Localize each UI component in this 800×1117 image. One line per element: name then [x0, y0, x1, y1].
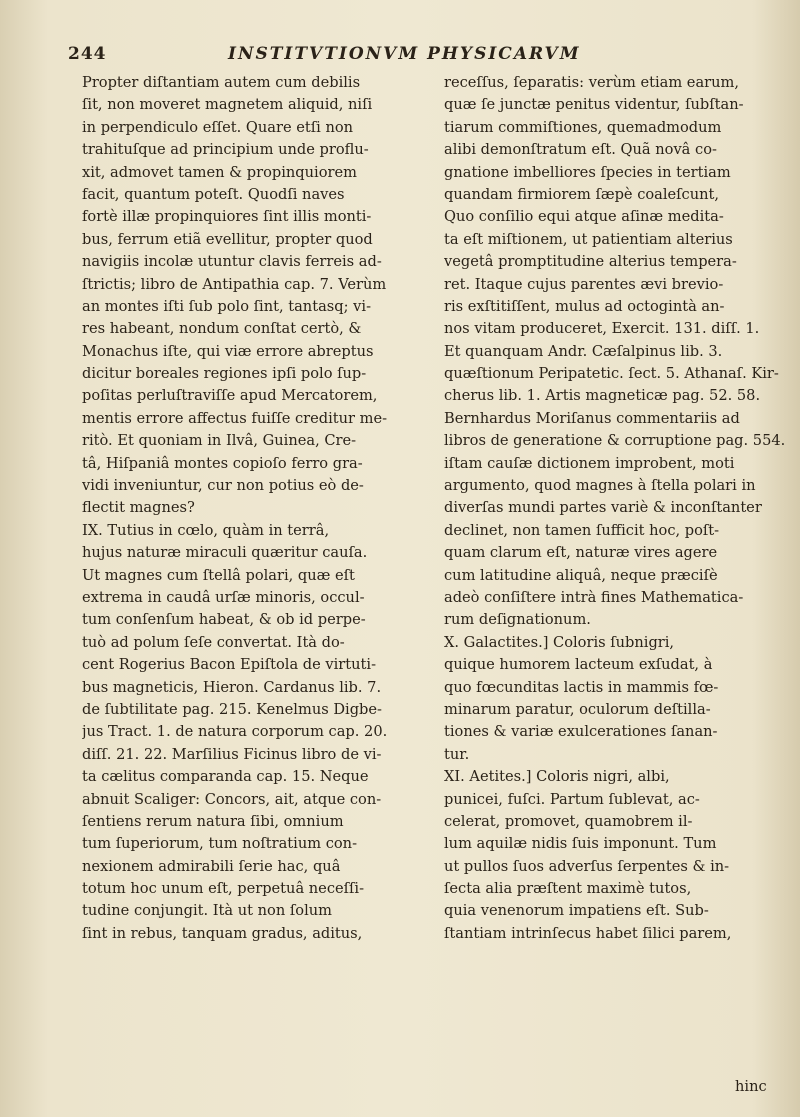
- text-line: tuò ad polum ſeſe convertat. Ità do-: [82, 633, 345, 651]
- text-line: flectit magnes?: [82, 499, 195, 517]
- text-line: gnatione imbelliores ſpecies in tertiam: [444, 163, 731, 181]
- text-line: jus Tract. 1. de natura corporum cap. 20.: [82, 723, 388, 741]
- text-line: mentis errore affectus fuiſſe creditur me-: [82, 409, 388, 427]
- text-line: quæ ſe junctæ penitus videntur, ſubſtan-: [444, 96, 744, 114]
- running-title: INSTITVTIONVM PHYSICARVM: [228, 44, 581, 64]
- text-line: tudine conjungit. Ità ut non ſolum: [82, 902, 332, 920]
- text-line: an montes iſti ſub polo ſint, tantasq; vi-: [82, 297, 372, 315]
- text-line: receſſus, ſeparatis: verùm etiam earum,: [444, 74, 739, 91]
- text-line: ſentiens rerum natura ſibi, omnium: [82, 812, 344, 830]
- text-line: X. Galactites.] Coloris ſubnigri,: [444, 633, 675, 651]
- text-line: facit, quantum poteſt. Quodſi naves: [82, 185, 345, 203]
- text-line: cent Rogerius Bacon Epiſtola de virtuti-: [82, 656, 377, 674]
- text-line: ritò. Et quoniam in Ilvâ, Guinea, Cre-: [82, 432, 357, 450]
- text-line: ta cælitus comparanda cap. 15. Neque: [82, 768, 369, 786]
- text-line: punicei, fuſci. Partum ſublevat, ac-: [444, 790, 700, 808]
- catchword: hinc: [735, 1078, 767, 1095]
- text-line: quique humorem lacteum exſudat, à: [444, 656, 713, 674]
- text-line: in perpendiculo eſſet. Quare etſi non: [82, 118, 354, 136]
- text-line: ris exſtitiſſent, mulus ad octogintà an-: [444, 297, 725, 315]
- text-line: ſit, non moveret magnetem aliquid, niſi: [82, 96, 373, 114]
- text-line: de ſubtilitate pag. 215. Kenelmus Digbe-: [82, 700, 382, 718]
- text-line: tiarum commiſtiones, quemadmodum: [444, 118, 722, 136]
- text-line: ſint in rebus, tanquam gradus, aditus,: [82, 924, 363, 942]
- text-line: iſtam cauſæ dictionem improbent, moti: [444, 454, 735, 472]
- text-line: Propter diſtantiam autem cum debilis: [82, 74, 361, 91]
- text-line: diverſas mundi partes variè & inconſtanter: [444, 499, 762, 517]
- text-line: tiones & variæ exulcerationes ſanan-: [444, 723, 718, 741]
- text-line: dicitur boreales regiones ipſi polo ſup-: [82, 365, 367, 383]
- text-line: ſtrictis; libro de Antipathia cap. 7. Verùm: [82, 275, 387, 293]
- left-text-column: [82, 72, 438, 945]
- text-line: res habeant, nondum conſtat certò, &: [82, 320, 362, 338]
- text-line: bus, ferrum etiã evellitur, propter quod: [82, 230, 373, 248]
- text-line: xit, admovet tamen & propinquiorem: [82, 163, 357, 181]
- text-line: alibi demonſtratum eſt. Quã novâ co-: [444, 141, 717, 159]
- text-line: XI. Aetites.] Coloris nigri, albi,: [444, 768, 670, 786]
- text-line: fortè illæ propinquiores ſint illis monti-: [82, 208, 372, 226]
- text-line: minarum paratur, oculorum deſtilla-: [444, 700, 711, 718]
- text-line: ta eſt miſtionem, ut patientiam alterius: [444, 230, 733, 248]
- text-line: quandam firmiorem ſæpè coaleſcunt,: [444, 185, 720, 203]
- text-line: ſecta alia præſtent maximè tutos,: [444, 880, 692, 898]
- text-line: vegetâ promptitudine alterius tempera-: [444, 253, 737, 271]
- text-line: Quo conſilio equi atque aſinæ medita-: [444, 208, 724, 226]
- text-line: tâ, Hiſpaniâ montes copioſo ferro gra-: [82, 454, 363, 472]
- text-line: cherus lib. 1. Artis magneticæ pag. 52. 58.: [444, 387, 761, 405]
- text-line: ut pullos ſuos adverſus ſerpentes & in-: [444, 857, 730, 875]
- text-line: diſſ. 21. 22. Marſilius Ficinus libro de vi-: [82, 745, 382, 763]
- page-header: [60, 44, 760, 70]
- text-line: libros de generatione & corruptione pag. 554.: [444, 432, 786, 450]
- text-line: Monachus iſte, qui viæ errore abreptus: [82, 342, 374, 360]
- text-line: Ut magnes cum ſtellâ polari, quæ eſt: [82, 566, 355, 584]
- text-line: celerat, promovet, quamobrem il-: [444, 812, 693, 830]
- text-line: trahituſque ad principium unde proflu-: [82, 141, 369, 159]
- text-line: tum conſenſum habeat, & ob id perpe-: [82, 611, 366, 629]
- text-line: abnuit Scaliger: Concors, ait, atque con-: [82, 790, 382, 808]
- text-line: quam clarum eſt, naturæ vires agere: [444, 544, 718, 562]
- text-line: quo fœcunditas lactis in mammis fœ-: [444, 678, 719, 696]
- text-line: poſitas perluſtraviſſe apud Mercatorem,: [82, 387, 378, 405]
- text-line: extrema in caudâ urſæ minoris, occul-: [82, 588, 365, 606]
- text-line: bus magneticis, Hieron. Cardanus lib. 7.: [82, 678, 382, 696]
- text-line: IX. Tutius in cœlo, quàm in terrâ,: [82, 521, 330, 539]
- text-line: nexionem admirabili ſerie hac, quâ: [82, 857, 341, 875]
- text-line: quæſtionum Peripatetic. ſect. 5. Athanaſ. Kir-: [444, 365, 779, 383]
- text-line: totum hoc unum eſt, perpetuâ neceſſi-: [82, 880, 365, 898]
- text-line: tur.: [444, 745, 470, 763]
- right-text-column: [444, 72, 800, 945]
- text-line: vidi inveniuntur, cur non potius eò de-: [82, 477, 364, 495]
- text-line: quia venenorum impatiens eſt. Sub-: [444, 902, 709, 920]
- text-line: ret. Itaque cujus parentes ævi brevio-: [444, 275, 724, 293]
- text-line: ſtantiam intrinſecus habet ſilici parem,: [444, 924, 732, 942]
- text-line: cum latitudine aliquâ, neque præciſè: [444, 566, 718, 584]
- text-line: nos vitam produceret, Exercit. 131. diſſ. 1.: [444, 320, 760, 338]
- text-line: declinet, non tamen ſufficit hoc, poſt-: [444, 521, 720, 539]
- page-number: 244: [68, 44, 107, 64]
- text-line: rum deſignationum.: [444, 611, 591, 629]
- text-line: hujus naturæ miraculi quæritur cauſa.: [82, 544, 368, 562]
- text-line: tum ſuperiorum, tum noſtratium con-: [82, 835, 358, 853]
- text-line: Bernhardus Moriſanus commentariis ad: [444, 409, 740, 427]
- text-line: navigiis incolæ utuntur clavis ferreis ad-: [82, 253, 382, 271]
- text-line: adeò conſiſtere intrà fines Mathematica-: [444, 588, 744, 606]
- text-line: Et quanquam Andr. Cæſalpinus lib. 3.: [444, 342, 723, 360]
- text-line: lum aquilæ nidis ſuis imponunt. Tum: [444, 835, 717, 853]
- text-line: argumento, quod magnes à ſtella polari in: [444, 477, 756, 495]
